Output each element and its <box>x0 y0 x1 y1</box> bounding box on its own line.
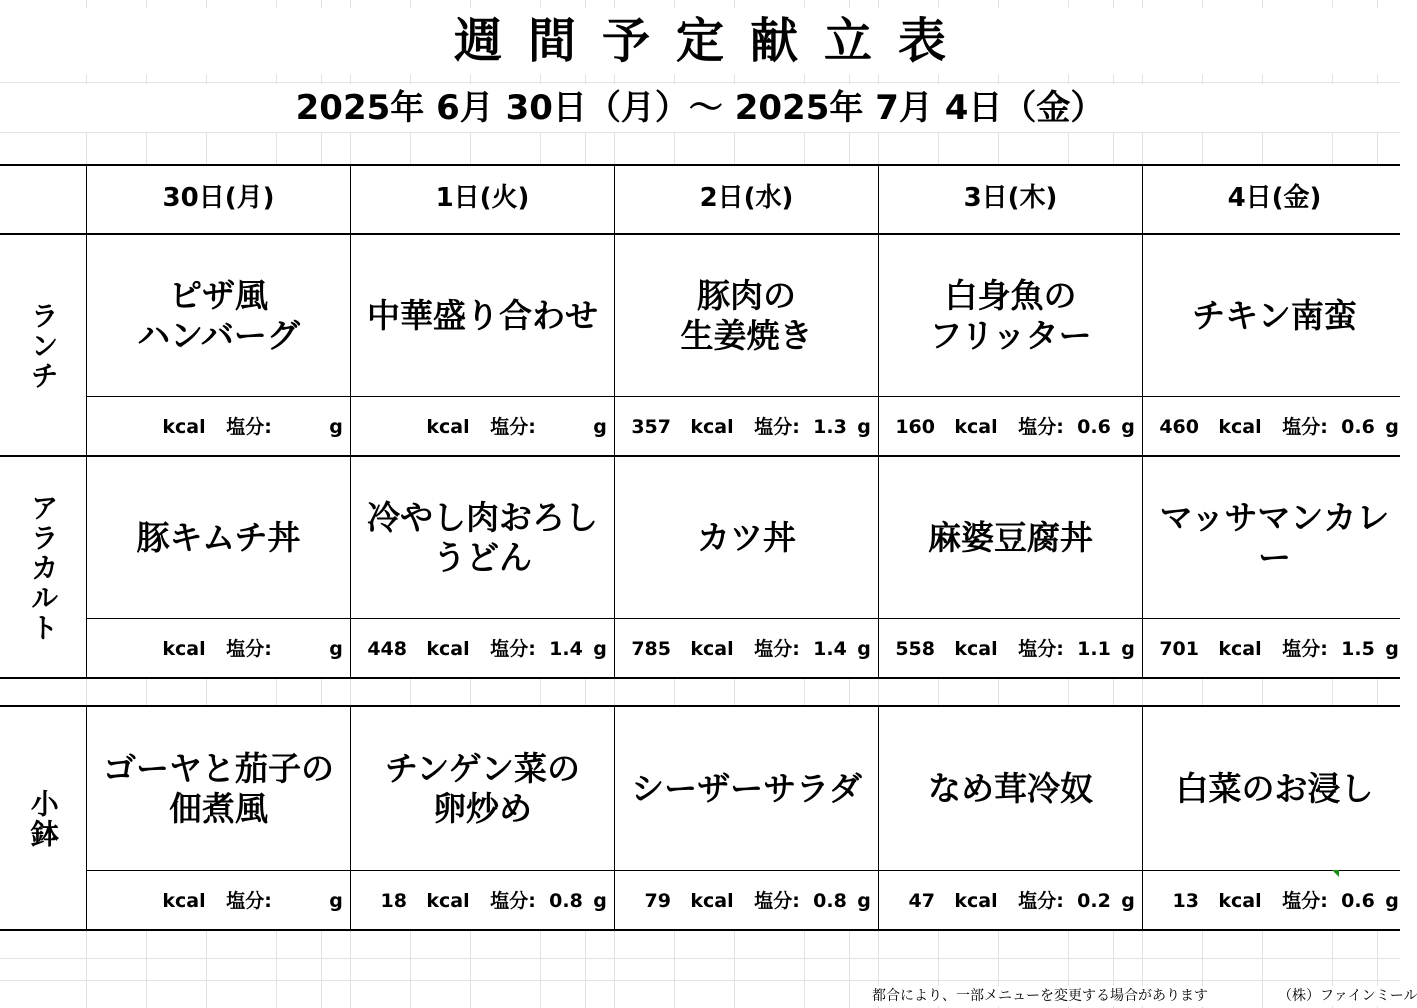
kcal-unit: kcal <box>426 638 470 660</box>
kcal-value: 357 <box>631 416 671 438</box>
dish-name: ゴーヤと茄子の 佃煮風 <box>103 749 334 828</box>
salt-label: 塩分: <box>1282 416 1328 438</box>
salt-unit: g <box>329 638 343 660</box>
cell-comment-marker <box>1332 870 1339 877</box>
salt-label: 塩分: <box>1282 890 1328 912</box>
salt-label: 塩分: <box>754 638 800 660</box>
nutrition-row <box>351 620 614 678</box>
salt-unit: g <box>329 890 343 912</box>
dish-name: 豚肉の 生姜焼き <box>680 276 813 355</box>
table-border <box>0 455 1400 457</box>
kcal-unit: kcal <box>426 416 470 438</box>
kcal-unit: kcal <box>1218 416 1262 438</box>
salt-value <box>541 398 591 456</box>
kcal-value <box>353 398 407 456</box>
dish-name: 白菜のお浸し <box>1175 769 1374 809</box>
row-label-alacarte: アラカルト <box>26 493 60 643</box>
kcal-value: 701 <box>1159 638 1199 660</box>
kcal-unit: kcal <box>162 890 206 912</box>
table-border <box>0 164 1400 166</box>
nutrition-row <box>615 398 878 456</box>
salt-value <box>277 872 327 930</box>
salt-unit: g <box>1121 416 1135 438</box>
kcal-unit: kcal <box>426 890 470 912</box>
salt-label: 塩分: <box>226 416 272 438</box>
salt-unit: g <box>1121 638 1135 660</box>
table-border <box>350 705 351 930</box>
nutrition-row <box>1143 620 1406 678</box>
salt-label: 塩分: <box>1018 890 1064 912</box>
day-header: 4日(金) <box>1227 183 1322 213</box>
salt-value: 1.5 <box>1341 638 1375 660</box>
kcal-unit: kcal <box>954 416 998 438</box>
table-border <box>0 233 1400 235</box>
salt-value: 0.6 <box>1341 416 1375 438</box>
table-border <box>86 618 1400 619</box>
kcal-value <box>89 872 143 930</box>
salt-unit: g <box>593 638 607 660</box>
kcal-unit: kcal <box>162 638 206 660</box>
footer-company: （株）ファインミール <box>1278 988 1417 1004</box>
salt-value: 0.8 <box>813 890 847 912</box>
salt-unit: g <box>857 890 871 912</box>
salt-label: 塩分: <box>754 416 800 438</box>
kcal-unit: kcal <box>162 416 206 438</box>
kcal-value: 79 <box>644 890 671 912</box>
salt-unit: g <box>857 638 871 660</box>
day-header: 1日(火) <box>435 183 530 213</box>
kcal-unit: kcal <box>954 890 998 912</box>
nutrition-row <box>879 620 1142 678</box>
date-range: 2025年 6月 30日（月）～ 2025年 7月 4日（金） <box>0 84 1400 132</box>
kcal-value <box>89 398 143 456</box>
kcal-unit: kcal <box>1218 638 1262 660</box>
kcal-unit: kcal <box>690 416 734 438</box>
dish-name: シーザーサラダ <box>631 769 862 809</box>
nutrition-row <box>87 620 350 678</box>
salt-unit: g <box>1121 890 1135 912</box>
salt-unit: g <box>857 416 871 438</box>
nutrition-row <box>879 872 1142 930</box>
kcal-value <box>89 620 143 678</box>
nutrition-row <box>615 620 878 678</box>
salt-value: 1.3 <box>813 416 847 438</box>
dish-name: なめ茸冷奴 <box>928 769 1093 809</box>
day-header: 30日(月) <box>162 183 275 213</box>
dish-name: カツ丼 <box>697 518 796 558</box>
nutrition-row <box>1143 398 1406 456</box>
dish-name: 麻婆豆腐丼 <box>928 518 1093 558</box>
table-border <box>878 164 879 678</box>
nutrition-row <box>351 872 614 930</box>
table-border <box>0 705 1400 707</box>
kcal-value: 448 <box>367 638 407 660</box>
kcal-unit: kcal <box>690 638 734 660</box>
nutrition-row <box>351 398 614 456</box>
kcal-value: 558 <box>895 638 935 660</box>
row-label-kobachi: 小鉢 <box>26 789 60 849</box>
table-border <box>86 705 87 930</box>
salt-unit: g <box>593 416 607 438</box>
salt-label: 塩分: <box>1018 416 1064 438</box>
kcal-value: 47 <box>908 890 935 912</box>
nutrition-row <box>87 872 350 930</box>
salt-value <box>277 620 327 678</box>
dish-name: ピザ風 ハンバーグ <box>137 276 300 355</box>
nutrition-row <box>1143 872 1406 930</box>
salt-label: 塩分: <box>1282 638 1328 660</box>
nutrition-row <box>615 872 878 930</box>
table-border <box>86 396 1400 397</box>
table-border <box>0 677 1400 679</box>
kcal-value: 160 <box>895 416 935 438</box>
footer-note: 都合により、一部メニューを変更する場合があります <box>872 988 1208 1004</box>
salt-label: 塩分: <box>226 890 272 912</box>
table-border <box>878 705 879 930</box>
dish-name: 豚キムチ丼 <box>136 518 301 558</box>
salt-value: 0.8 <box>549 890 583 912</box>
table-border <box>86 870 1400 871</box>
salt-unit: g <box>1385 638 1399 660</box>
salt-value: 0.6 <box>1077 416 1111 438</box>
kcal-value: 13 <box>1172 890 1199 912</box>
table-border <box>1142 164 1143 678</box>
salt-unit: g <box>1385 416 1399 438</box>
page-title: 週間予定献立表 <box>0 8 1400 74</box>
salt-value: 0.2 <box>1077 890 1111 912</box>
row-label-lunch: ランチ <box>26 301 60 391</box>
salt-unit: g <box>329 416 343 438</box>
kcal-unit: kcal <box>690 890 734 912</box>
salt-label: 塩分: <box>754 890 800 912</box>
salt-unit: g <box>1385 890 1399 912</box>
salt-label: 塩分: <box>490 638 536 660</box>
table-border <box>86 164 87 678</box>
kcal-value: 18 <box>380 890 407 912</box>
salt-value <box>277 398 327 456</box>
salt-label: 塩分: <box>1018 638 1064 660</box>
table-border <box>614 705 615 930</box>
table-border <box>350 164 351 678</box>
salt-label: 塩分: <box>490 416 536 438</box>
nutrition-row <box>879 398 1142 456</box>
kcal-value: 785 <box>631 638 671 660</box>
salt-label: 塩分: <box>226 638 272 660</box>
dish-name: チンゲン菜の 卵炒め <box>384 749 581 828</box>
salt-value: 1.1 <box>1077 638 1111 660</box>
dish-name: 中華盛り合わせ <box>367 296 598 336</box>
table-border <box>1142 705 1143 930</box>
table-border <box>614 164 615 678</box>
salt-value: 1.4 <box>813 638 847 660</box>
salt-unit: g <box>593 890 607 912</box>
dish-name: チキン南蛮 <box>1192 296 1357 336</box>
day-header: 3日(木) <box>963 183 1058 213</box>
day-header-row <box>0 164 1400 234</box>
salt-value: 1.4 <box>549 638 583 660</box>
kcal-unit: kcal <box>1218 890 1262 912</box>
salt-label: 塩分: <box>490 890 536 912</box>
dish-name: 白身魚の フリッター <box>929 276 1092 355</box>
dish-name: 冷やし肉おろし うどん <box>367 498 598 577</box>
table-border <box>0 929 1400 931</box>
kcal-unit: kcal <box>954 638 998 660</box>
dish-name: マッサマンカレー <box>1159 498 1390 577</box>
kcal-value: 460 <box>1159 416 1199 438</box>
salt-value: 0.6 <box>1341 890 1375 912</box>
nutrition-row <box>87 398 350 456</box>
day-header: 2日(水) <box>699 183 794 213</box>
